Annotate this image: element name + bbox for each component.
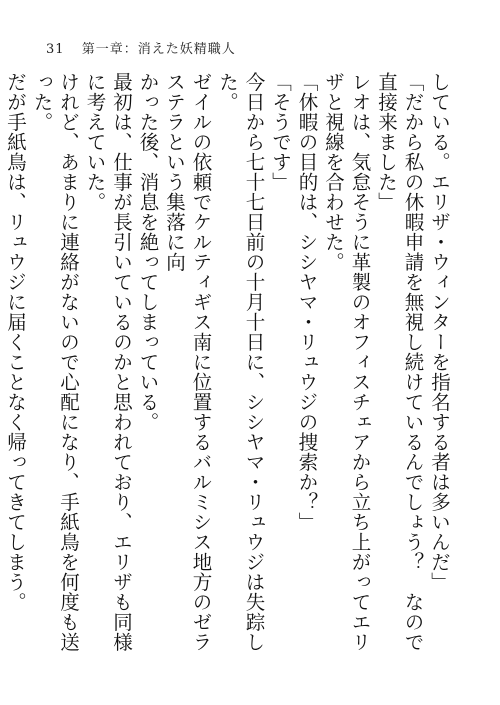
text-line: けれど、あまりに連絡がないので心配になり、手紙鳥を何度も送った。 bbox=[30, 72, 80, 652]
text-line: 今日から七十七日前の十月十日に、シシヤマ・リュウジは失踪した。 bbox=[216, 72, 266, 652]
chapter-title: 第一章：消えた妖精職人 bbox=[81, 42, 236, 57]
text-line: している。エリザ・ウィンターを指名する者は多いんだ」 bbox=[428, 72, 451, 592]
text-line: 「そうです」 bbox=[269, 72, 292, 192]
text-line: 最初は、仕事が長引いているのかと思われており、エリザも同様に考えていた。 bbox=[83, 72, 133, 652]
text-line: ゼイルの依頼でケルティギス南に位置するバルミシス地方のゼラステラという集落に向 bbox=[163, 72, 213, 652]
text-line: 「だから私の休暇申請を無視し続けているんでしょう？ なので直接来ました」 bbox=[375, 72, 425, 652]
running-header bbox=[46, 38, 236, 57]
text-line: 「休暇の目的は、シシヤマ・リュウジの捜索か？」 bbox=[295, 72, 319, 532]
text-line: レオは、気怠そうに革製のオフィスチェアから立ち上がってエリザと視線を合わせた。 bbox=[322, 72, 372, 652]
page-number: 31 bbox=[46, 42, 65, 57]
text-line: かった後、消息を絶ってしまっている。 bbox=[136, 72, 160, 432]
text-line bbox=[0, 72, 2, 652]
text-line: だが手紙鳥は、リュウジに届くことなく帰ってきてしまう。 bbox=[4, 72, 27, 612]
vertical-body-text bbox=[4, 72, 452, 652]
